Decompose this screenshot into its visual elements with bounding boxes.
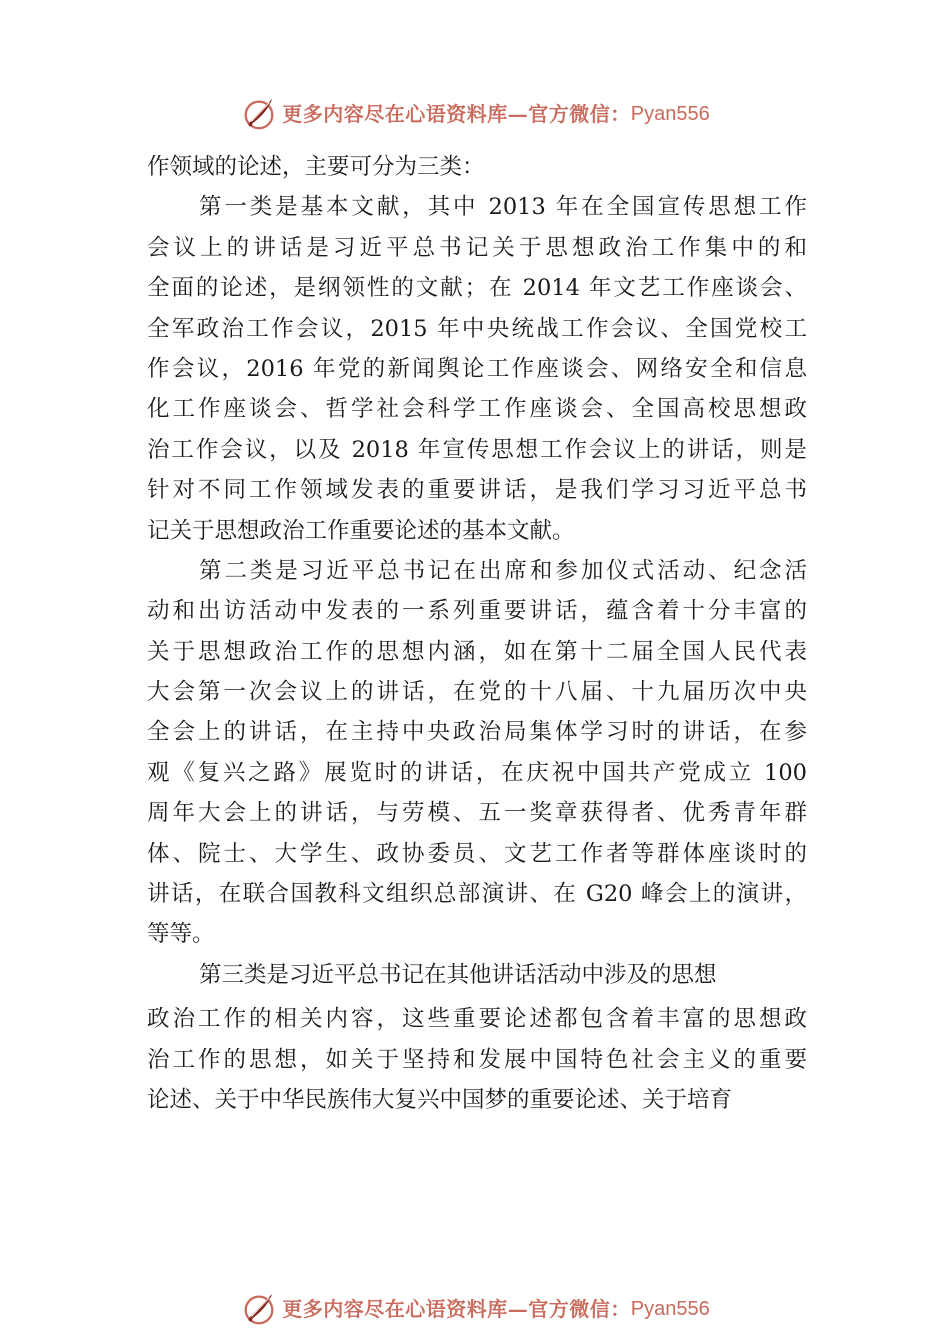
text-line: 会议上的讲话是习近平总书记关于思想政治工作集中的和 [147,234,807,261]
text-line: 论述、关于中华民族伟大复兴中国梦的重要论述、关于培育 [147,1086,733,1113]
header-banner-text: 更多内容尽在心语资料库—官方微信： [282,102,631,126]
footer-banner [0,1289,950,1329]
quill-pen-logo-icon [240,1290,278,1328]
text-line: 化工作座谈会、哲学社会科学工作座谈会、全国高校思想政 [147,396,807,423]
quill-pen-logo-icon [240,95,278,133]
text-line: 第三类是习近平总书记在其他讲话活动中涉及的思想 [199,961,717,988]
text-line: 等等。 [147,921,215,948]
text-line: 大会第一次会议上的讲话，在党的十八届、十九届历次中央 [147,679,807,706]
text-line: 动和出访活动中发表的一系列重要讲话，蕴含着十分丰富的 [147,598,807,625]
text-line: 讲话，在联合国教科文组织总部演讲、在 G20 峰会上的演讲， [147,881,807,908]
text-line: 治工作会议，以及 2018 年宣传思想工作会议上的讲话，则是 [147,436,807,463]
text-line: 关于思想政治工作的思想内涵，如在第十二届全国人民代表 [147,638,807,665]
document-body [147,147,807,1120]
text-line: 第一类是基本文献，其中 2013 年在全国宣传思想工作 [199,194,807,221]
text-line: 体、院士、大学生、政协委员、文艺工作者等群体座谈时的 [147,840,807,867]
text-line: 作会议，2016 年党的新闻舆论工作座谈会、网络安全和信息 [147,355,807,382]
text-line: 全会上的讲话，在主持中央政治局集体学习时的讲话，在参 [147,719,807,746]
header-wechat-id: Pyan556 [630,102,710,125]
text-line: 针对不同工作领域发表的重要讲话，是我们学习习近平总书 [147,477,807,504]
footer-wechat-id: Pyan556 [630,1297,710,1320]
text-line: 第二类是习近平总书记在出席和参加仪式活动、纪念活 [199,557,807,584]
text-line: 周年大会上的讲话，与劳模、五一奖章获得者、优秀青年群 [147,800,807,827]
text-line: 观《复兴之路》展览时的讲话，在庆祝中国共产党成立 100 [147,759,807,786]
text-line: 政治工作的相关内容，这些重要论述都包含着丰富的思想政 [147,1006,807,1033]
footer-banner-text: 更多内容尽在心语资料库—官方微信： [282,1297,631,1321]
text-line: 治工作的思想，如关于坚持和发展中国特色社会主义的重要 [147,1046,807,1073]
text-line: 记关于思想政治工作重要论述的基本文献。 [147,517,575,544]
text-line: 全军政治工作会议，2015 年中央统战工作会议、全国党校工 [147,315,807,342]
text-line: 作领域的论述，主要可分为三类： [147,154,485,180]
header-banner [0,94,950,134]
text-line: 全面的论述，是纲领性的文献；在 2014 年文艺工作座谈会、 [147,275,807,302]
